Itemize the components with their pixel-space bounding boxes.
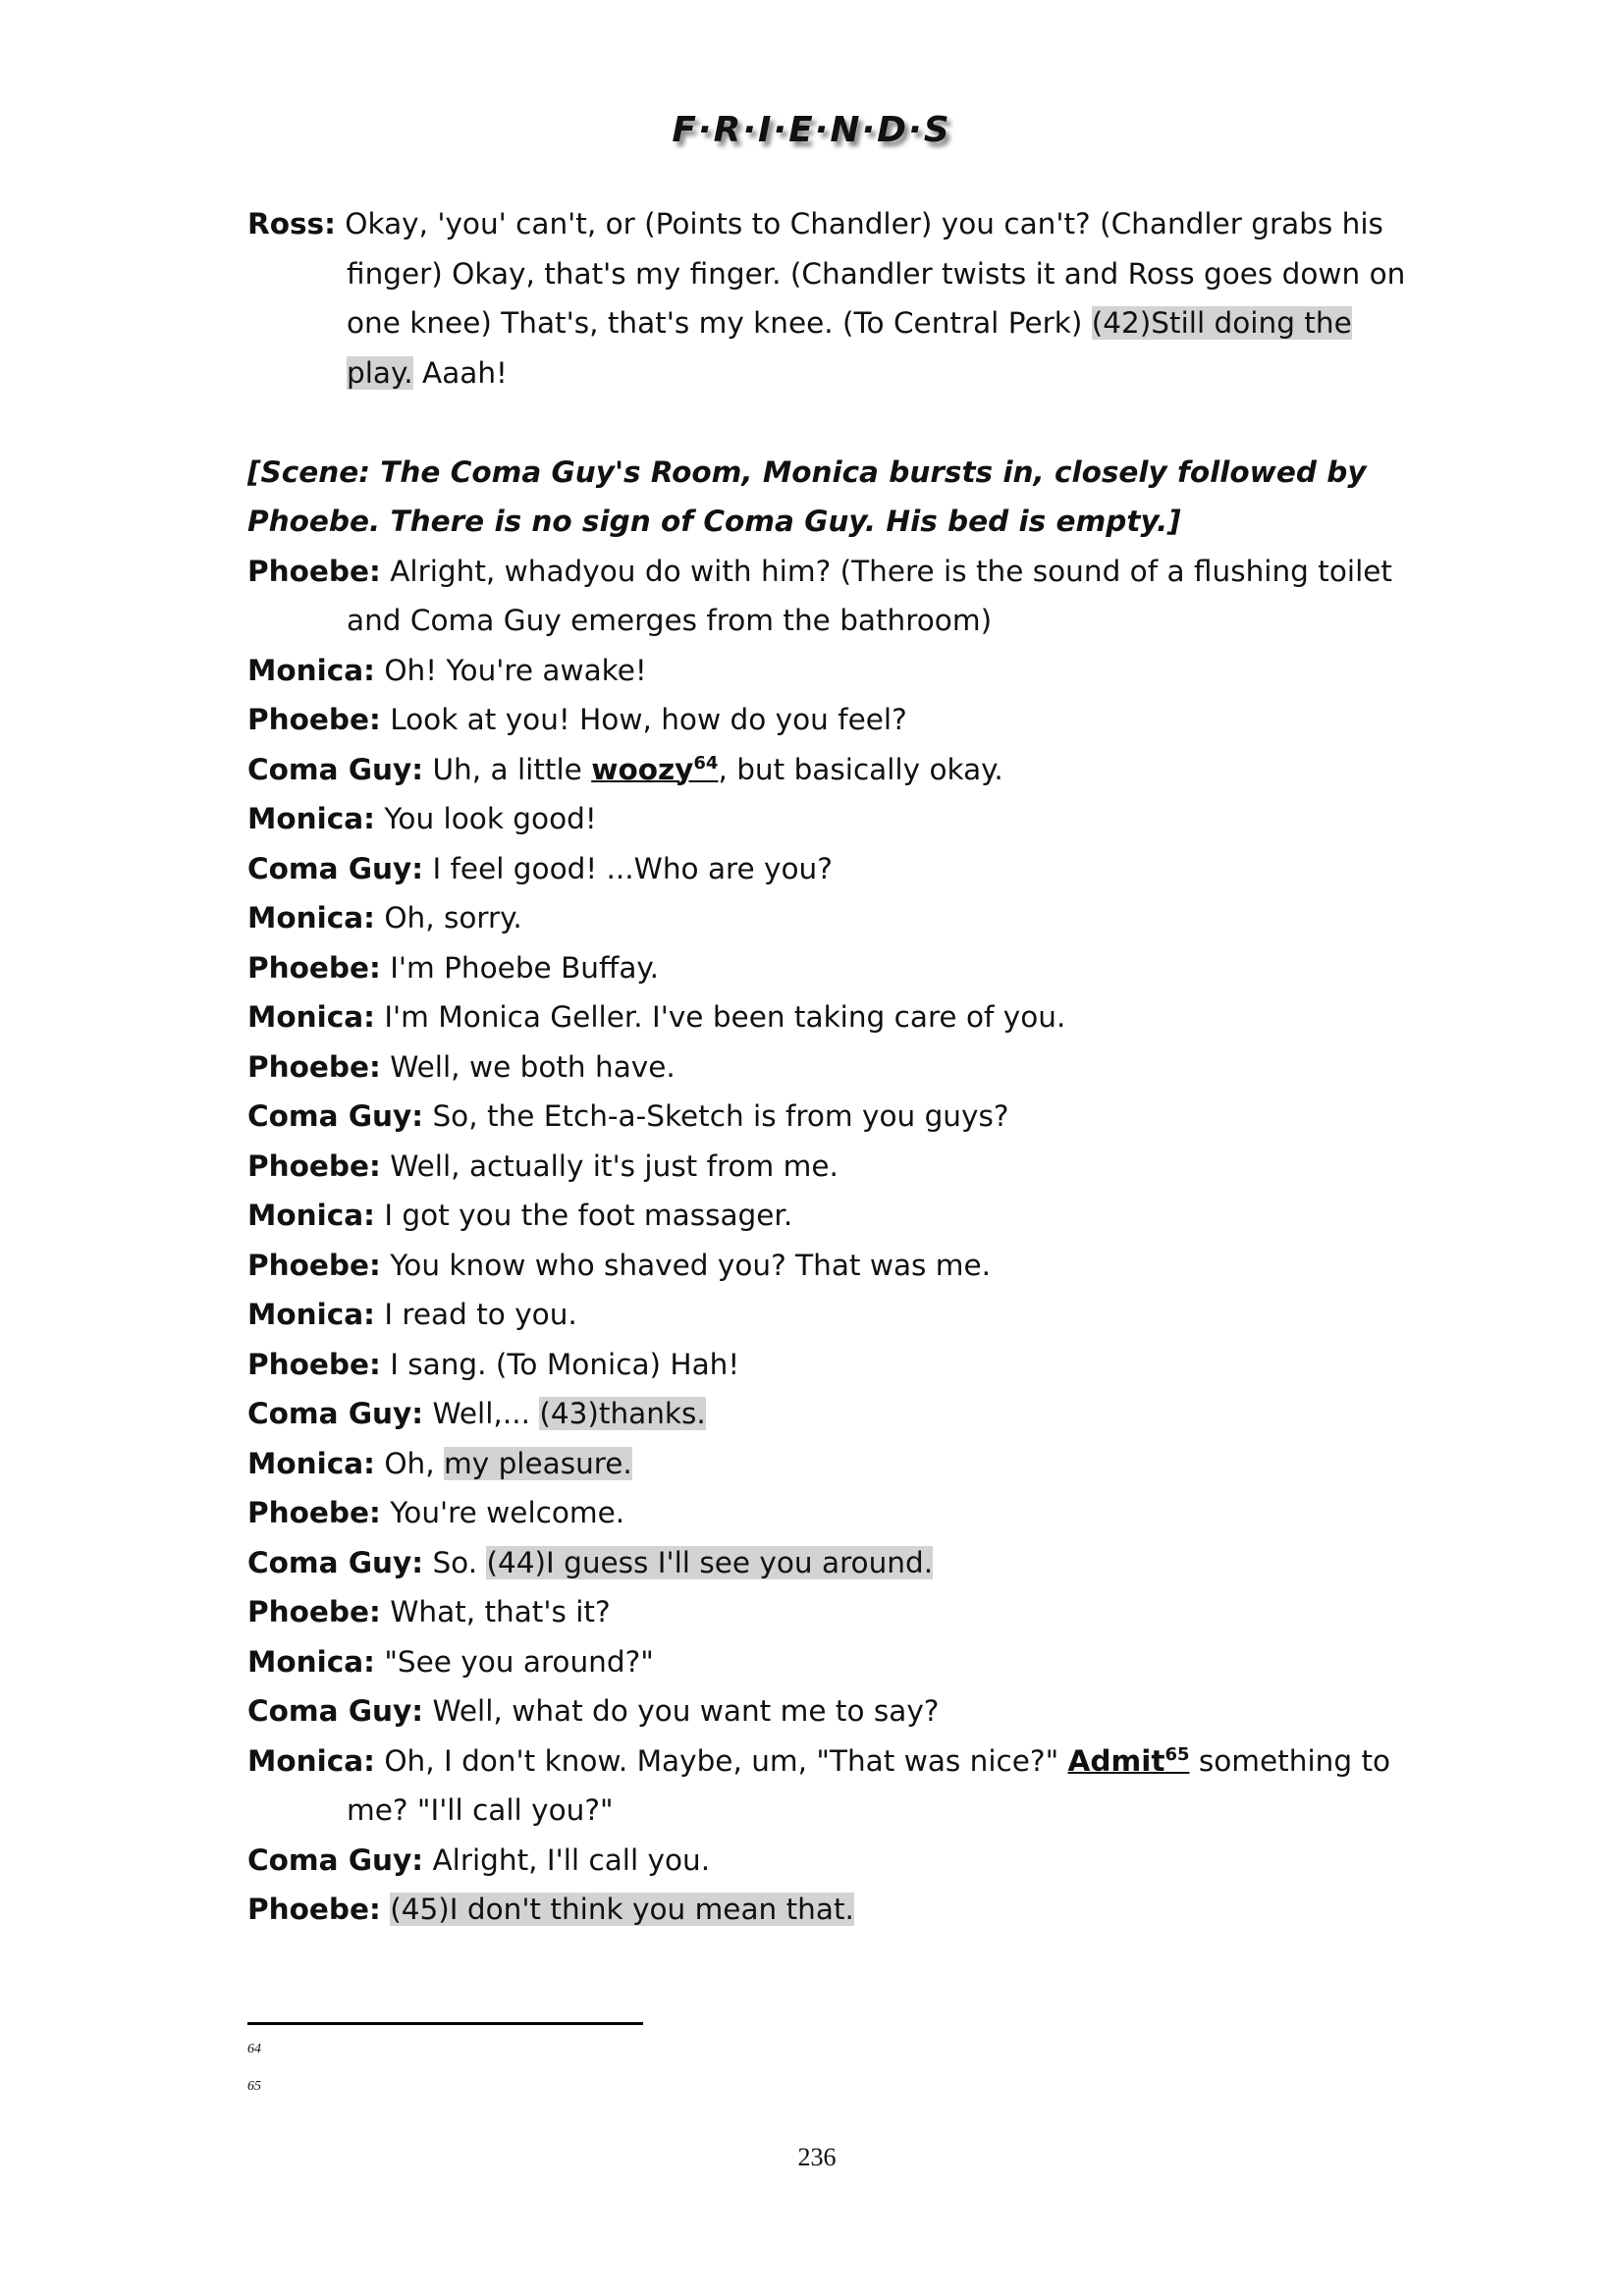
speaker-name: Coma Guy: bbox=[247, 1397, 424, 1430]
speaker-name: Phoebe: bbox=[247, 1148, 381, 1183]
dialogue-text: Alright, I'll call you. bbox=[423, 1842, 711, 1877]
footnote-separator bbox=[247, 2022, 643, 2025]
dialogue-text: , but basically okay. bbox=[718, 752, 1003, 786]
dialogue-line bbox=[247, 547, 1406, 646]
dialogue-text: So, the Etch-a-Sketch is from you guys? bbox=[423, 1099, 1009, 1133]
dialogue-text: You look good! bbox=[374, 802, 597, 835]
speaker-name: Coma Guy: bbox=[247, 1545, 424, 1579]
dialogue-line bbox=[247, 745, 1406, 795]
dialogue-line bbox=[247, 794, 1406, 844]
dialogue-line bbox=[247, 1092, 1406, 1142]
dialogue-line bbox=[247, 1488, 1406, 1538]
dialogue-line bbox=[247, 1538, 1406, 1588]
dialogue-text: Well, we both have. bbox=[380, 1049, 676, 1084]
dialogue-line bbox=[247, 1836, 1406, 1886]
dialogue-text: Uh, a little bbox=[423, 752, 592, 786]
dialogue-line bbox=[247, 1736, 1406, 1836]
vocab-word: woozy bbox=[591, 752, 694, 786]
speaker-name: Monica: bbox=[247, 1644, 375, 1679]
speaker-name: Monica: bbox=[247, 802, 375, 835]
dialogue-text: Alright, whadyou do with him? (There is the sound of a flushing toilet and Coma Guy emerges from the bathroom) bbox=[347, 554, 1392, 637]
dialogue-line bbox=[247, 1241, 1406, 1291]
speaker-name: Coma Guy: bbox=[247, 752, 424, 786]
dialogue-text: I read to you. bbox=[374, 1298, 577, 1331]
speaker-name: Phoebe: bbox=[247, 1595, 381, 1629]
dialogue-text: What, that's it? bbox=[380, 1595, 611, 1629]
speaker-name: Phoebe: bbox=[247, 1347, 381, 1381]
footnote-64: 64 bbox=[247, 2042, 261, 2056]
speaker-name: Coma Guy: bbox=[247, 1842, 424, 1877]
dialogue-line bbox=[247, 844, 1406, 894]
dialogue-text: So. bbox=[423, 1545, 487, 1579]
dialogue-line bbox=[247, 1587, 1406, 1637]
dialogue-text: I got you the foot massager. bbox=[374, 1199, 793, 1232]
blank-line bbox=[247, 398, 1406, 448]
dialogue-text: I feel good! ...Who are you? bbox=[423, 851, 833, 885]
dialogue-text: Look at you! How, how do you feel? bbox=[380, 703, 907, 736]
dialogue-text: Oh! You're awake! bbox=[374, 653, 647, 687]
dialogue-text: Okay, 'you' can't, or (Points to Chandler) you can't? (Chandler grabs his finger) Okay, that's my finger. (Chandler twists it and Ross goes down on one knee) That's, that's my knee. (To Central Perk) bbox=[335, 207, 1406, 340]
speaker-name: Phoebe: bbox=[247, 1496, 381, 1529]
dialogue-text: Aaah! bbox=[412, 355, 508, 390]
dialogue-text: Well,... bbox=[423, 1397, 540, 1430]
dialogue-text: something to me? "I'll call you?" bbox=[347, 1743, 1391, 1827]
speaker-name: Phoebe: bbox=[247, 1893, 381, 1926]
dialogue-text: Well, what do you want me to say? bbox=[423, 1694, 940, 1728]
speaker-name: Phoebe: bbox=[247, 1248, 381, 1282]
dialogue-line bbox=[247, 992, 1406, 1042]
dialogue-line bbox=[247, 893, 1406, 943]
footnote-ref: 64 bbox=[693, 752, 719, 774]
dialogue-text: I'm Phoebe Buffay. bbox=[380, 950, 660, 985]
dialogue-text: You're welcome. bbox=[380, 1496, 625, 1529]
dialogue-text bbox=[381, 1893, 390, 1926]
speaker-name: Phoebe: bbox=[247, 950, 381, 985]
speaker-name: Monica: bbox=[247, 1298, 375, 1331]
speaker-name: Monica: bbox=[247, 1743, 375, 1778]
speaker-name: Monica: bbox=[247, 1000, 375, 1034]
dialogue-line bbox=[247, 1042, 1406, 1093]
speaker-name: Monica: bbox=[247, 1446, 375, 1480]
dialogue-line bbox=[247, 646, 1406, 696]
footnote-ref: 65 bbox=[1164, 1743, 1190, 1765]
dialogue-text: Oh, bbox=[374, 1446, 444, 1480]
highlighted-text: my pleasure. bbox=[444, 1446, 632, 1480]
speaker-name: Coma Guy: bbox=[247, 1694, 424, 1728]
highlighted-text: (45)I don't think you mean that. bbox=[390, 1893, 854, 1926]
dialogue-text: Oh, sorry. bbox=[374, 901, 522, 934]
page-number: 236 bbox=[797, 2143, 837, 2171]
speaker-name: Phoebe: bbox=[247, 703, 381, 736]
vocab-word: Admit bbox=[1067, 1743, 1165, 1778]
dialogue-text: I sang. (To Monica) Hah! bbox=[380, 1347, 740, 1381]
script-body bbox=[247, 199, 1406, 1935]
dialogue-text: "See you around?" bbox=[374, 1644, 654, 1679]
dialogue-line bbox=[247, 1290, 1406, 1340]
dialogue-text: Well, actually it's just from me. bbox=[380, 1148, 839, 1183]
speaker-name: Monica: bbox=[247, 901, 375, 934]
dialogue-line bbox=[247, 1439, 1406, 1489]
friends-logo: F·R·I·E·N·D·S bbox=[672, 110, 951, 150]
dialogue-line bbox=[247, 1637, 1406, 1687]
speaker-name: Phoebe: bbox=[247, 554, 381, 588]
speaker-name: Coma Guy: bbox=[247, 851, 424, 885]
vocab-word-with-footnote bbox=[591, 753, 718, 786]
dialogue-line bbox=[247, 1389, 1406, 1439]
vocab-word-with-footnote bbox=[1068, 1744, 1190, 1778]
footnote-65: 65 bbox=[247, 2079, 261, 2094]
speaker-name: Ross: bbox=[247, 207, 336, 240]
dialogue-line bbox=[247, 1340, 1406, 1390]
dialogue-line bbox=[247, 1686, 1406, 1736]
scene-direction: [Scene: The Coma Guy's Room, Monica bursts in, closely followed by Phoebe. There is no sign of Coma Guy. His bed is empty.] bbox=[247, 454, 1367, 538]
dialogue-line bbox=[247, 695, 1406, 745]
speaker-name: Phoebe: bbox=[247, 1049, 381, 1084]
speaker-name: Coma Guy: bbox=[247, 1099, 424, 1133]
dialogue-text: You know who shaved you? That was me. bbox=[380, 1248, 992, 1282]
highlighted-text: (43)thanks. bbox=[539, 1397, 706, 1430]
speaker-name: Monica: bbox=[247, 1199, 375, 1232]
dialogue-line bbox=[247, 199, 1406, 398]
dialogue-text: I'm Monica Geller. I've been taking care of you. bbox=[374, 1000, 1066, 1034]
dialogue-line bbox=[247, 1191, 1406, 1241]
speaker-name: Monica: bbox=[247, 653, 375, 687]
dialogue-line bbox=[247, 1885, 1406, 1935]
dialogue-line bbox=[247, 943, 1406, 993]
dialogue-line bbox=[247, 1142, 1406, 1192]
highlighted-text: (44)I guess I'll see you around. bbox=[486, 1545, 934, 1579]
dialogue-text: Oh, I don't know. Maybe, um, "That was nice?" bbox=[374, 1743, 1068, 1778]
highlighted-text: (42)Still doing the play. bbox=[347, 306, 1352, 390]
